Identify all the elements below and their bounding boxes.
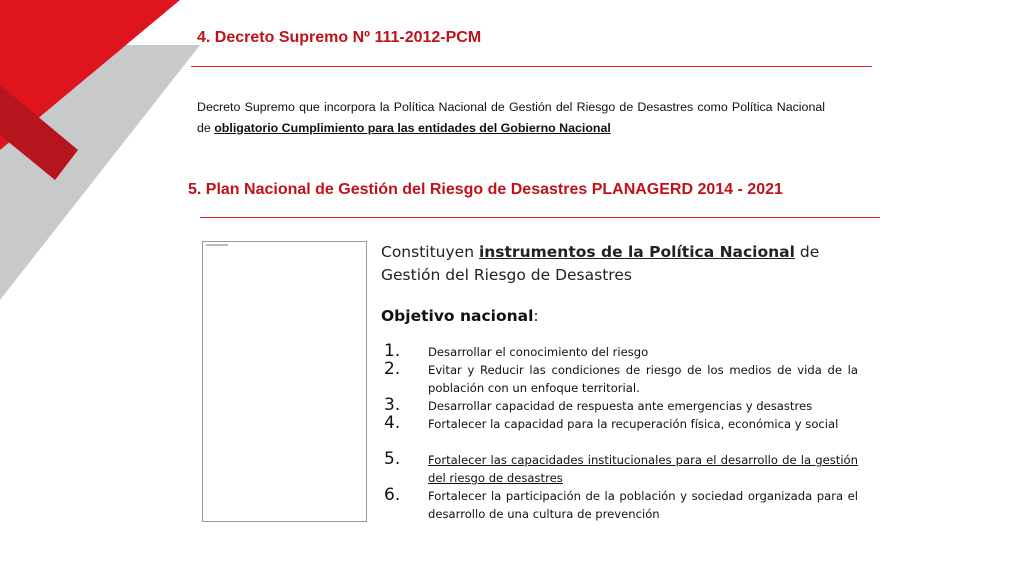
section-5-title: 5. Plan Nacional de Gestión del Riesgo de Desastres PLANAGERD 2014 - 2021 (188, 181, 783, 198)
section-4-divider (191, 66, 872, 67)
objective-number: 2. (384, 359, 401, 379)
objective-label: Objetivo nacional (381, 307, 534, 325)
intro-part-1: Constituyen (381, 243, 479, 261)
objectives-list (384, 341, 858, 521)
objective-number: 3. (384, 395, 401, 415)
objective-text: Desarrollar capacidad de respuesta ante emergencias y desastres (428, 399, 813, 413)
objective-number: 1. (384, 341, 401, 361)
section-4-title: 4. Decreto Supremo Nº 111-2012-PCM (197, 29, 482, 46)
instruments-intro (381, 241, 861, 287)
objective-item-6 (384, 485, 858, 521)
decree-text: Decreto Supremo que incorpora la Política Nacional de Gestión del Riesgo de Desastres como Política Nacional de (197, 100, 825, 135)
objective-number: 4. (384, 413, 401, 433)
objective-text: Fortalecer la capacidad para la recuperación física, económica y social (428, 417, 839, 431)
decree-emphasis: obligatorio Cumplimiento para las entidades del Gobierno Nacional (214, 121, 611, 135)
objective-item-5 (384, 449, 858, 485)
objective-heading (381, 307, 539, 325)
objective-number: 5. (384, 449, 401, 469)
section-5-divider (200, 217, 880, 218)
objective-item-4 (384, 413, 858, 449)
intro-part-3: de Gestión del Riesgo de Desastres (381, 243, 820, 284)
objective-item-1 (384, 341, 858, 359)
objective-text: Evitar y Reducir las condiciones de riesgo de los medios de vida de la población con un enfoque territorial. (428, 363, 858, 395)
objective-item-2 (384, 359, 858, 395)
objective-item-3 (384, 395, 858, 413)
section-4-paragraph (197, 97, 825, 139)
objective-number: 6. (384, 485, 401, 505)
objective-colon: : (533, 307, 539, 325)
document-thumbnail (202, 241, 367, 522)
objective-text: Fortalecer las capacidades institucionales para el desarrollo de la gestión del riesgo de desastres (428, 453, 858, 485)
decorative-corner-shapes (0, 0, 200, 576)
thumbnail-caption-mark (206, 244, 228, 246)
objective-text: Desarrollar el conocimiento del riesgo (428, 345, 649, 359)
intro-emphasis: instrumentos de la Política Nacional (478, 243, 795, 261)
objective-text: Fortalecer la participación de la población y sociedad organizada para el desarrollo de una cultura de prevención (428, 489, 858, 521)
